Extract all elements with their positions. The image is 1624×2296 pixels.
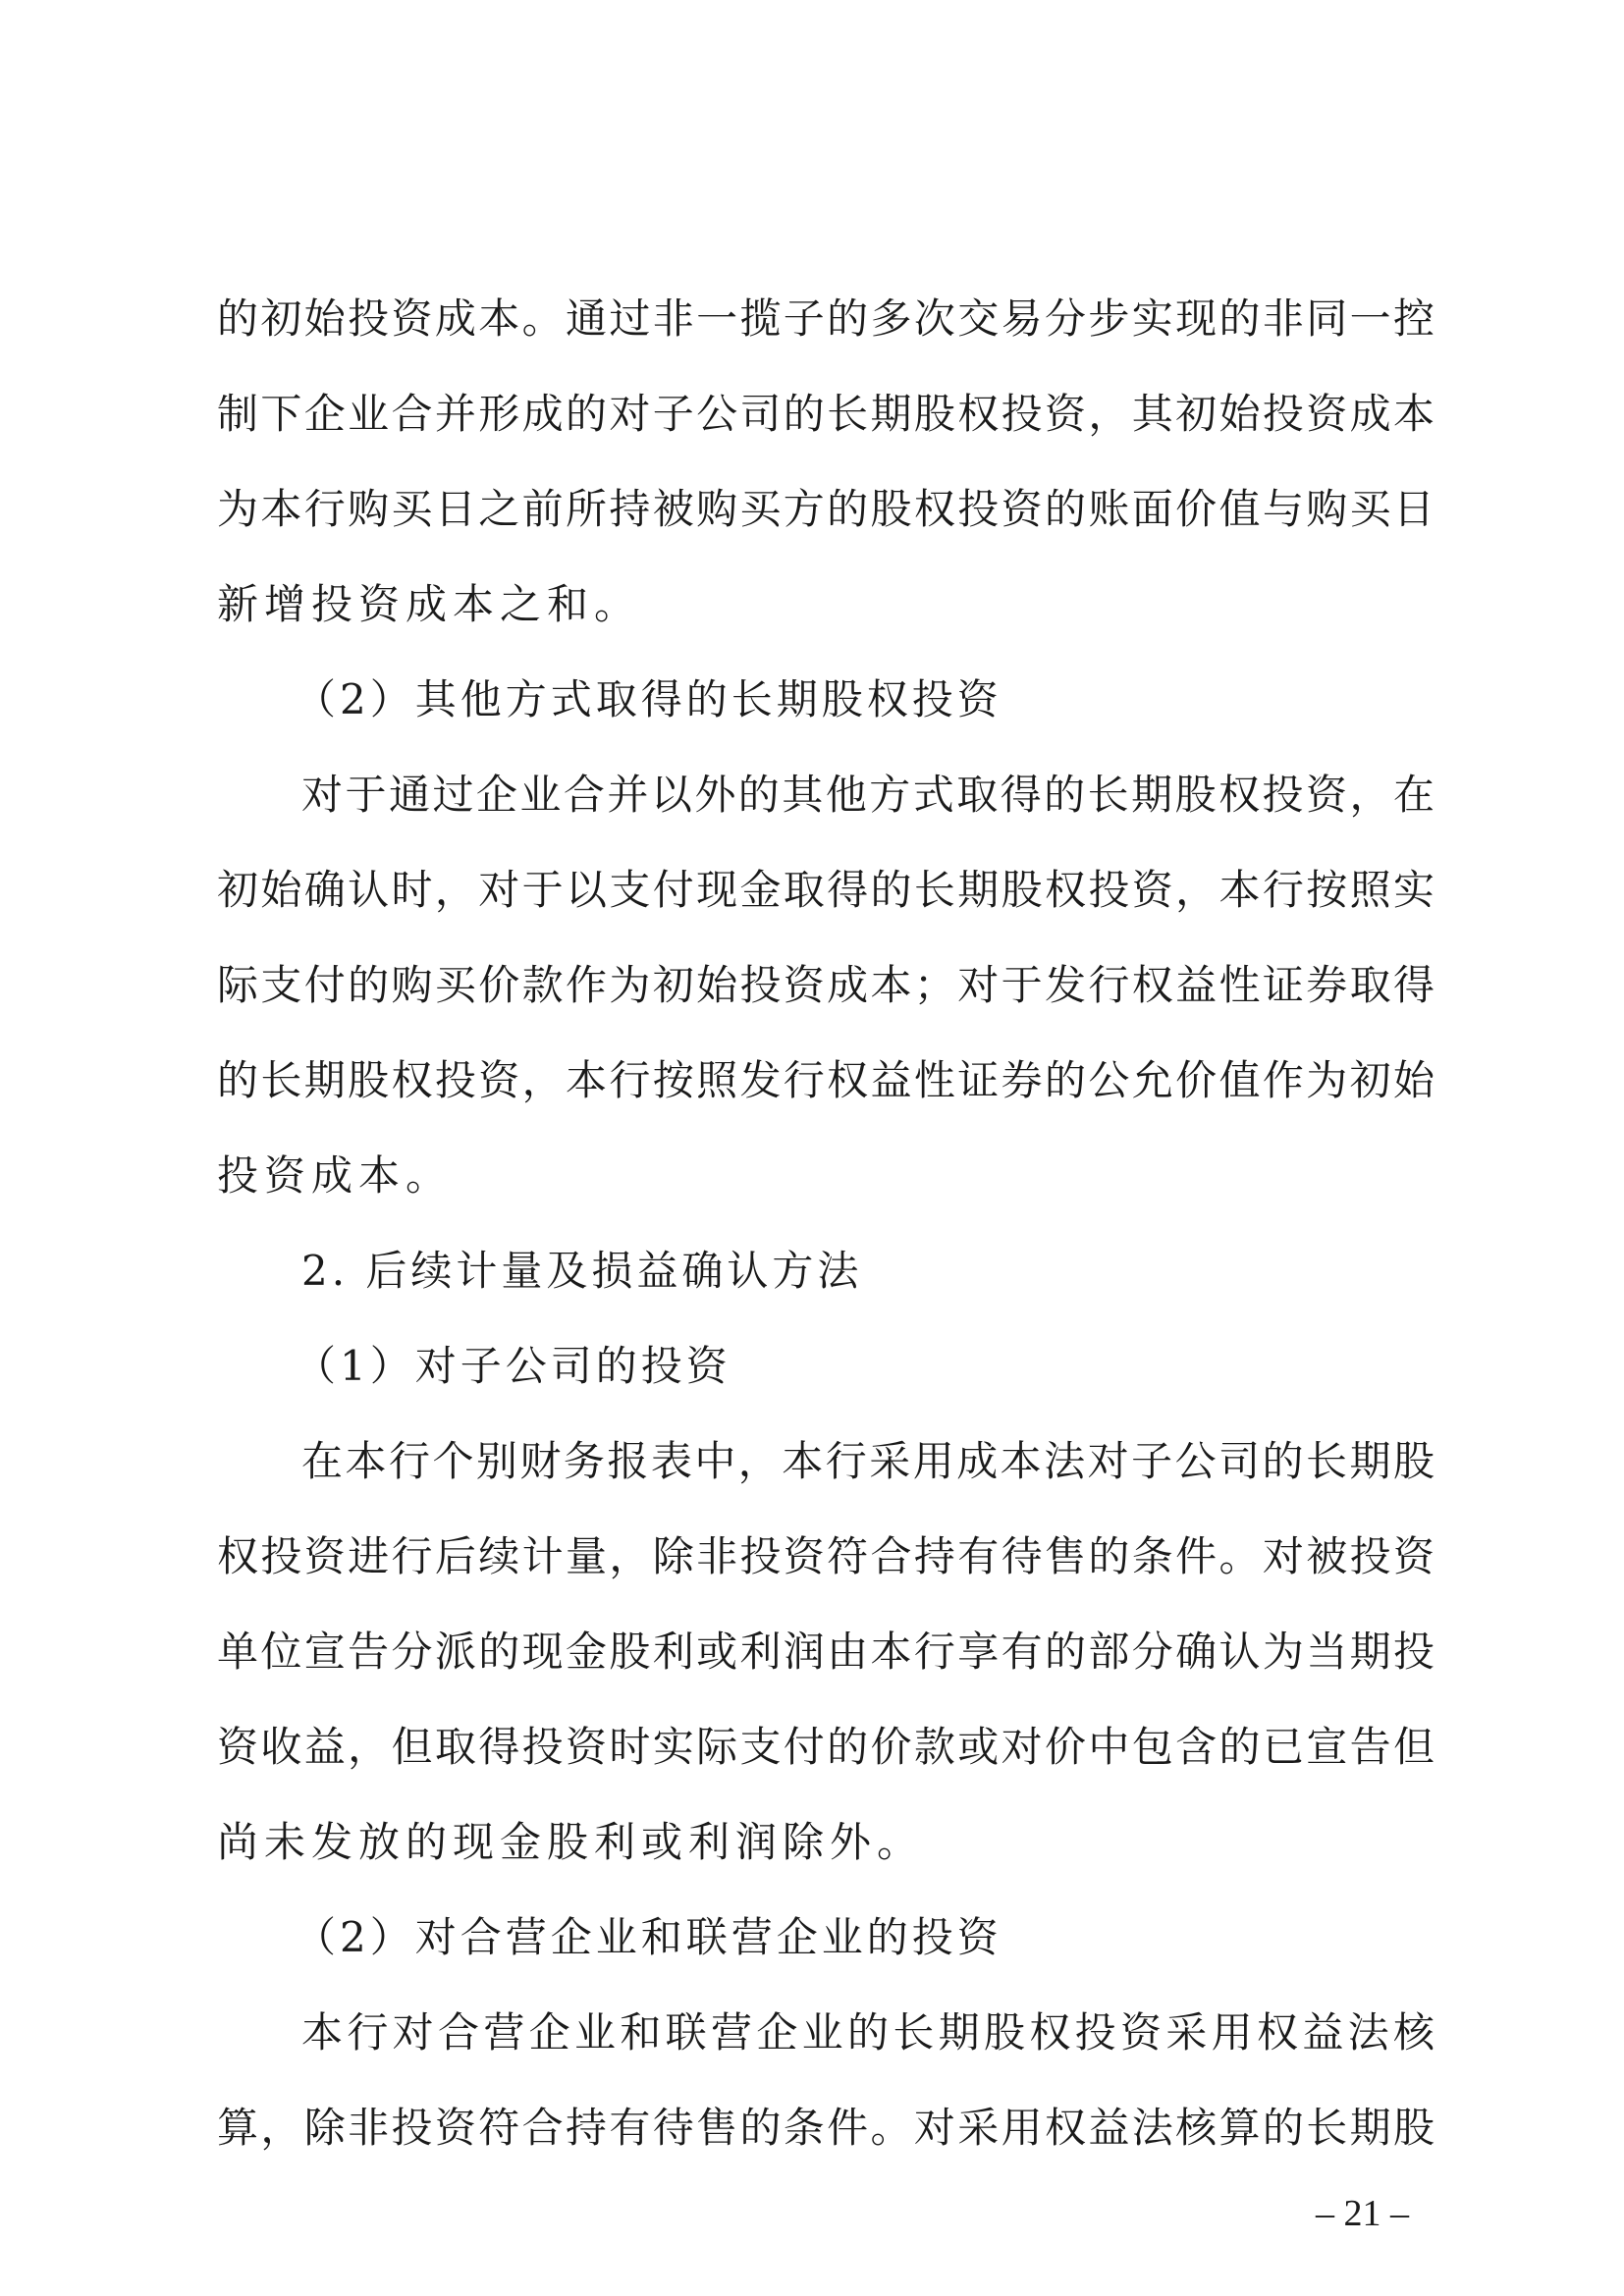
section-heading: （2）对合营企业和联营企业的投资 [295, 1913, 1002, 1961]
text-line: 尚未发放的现金股利或利润除外。 [217, 1818, 925, 1866]
text-line: 初始确认时，对于以支付现金取得的长期股权投资，本行按照实 [217, 866, 1435, 914]
text-line: 本行对合营企业和联营企业的长期股权投资采用权益法核 [301, 2008, 1435, 2056]
text-line: 投资成本。 [217, 1151, 454, 1200]
text-line: 际支付的购买价款作为初始投资成本；对于发行权益性证券取得 [217, 961, 1435, 1009]
text-line: 在本行个别财务报表中，本行采用成本法对子公司的长期股 [301, 1437, 1435, 1485]
text-line: 单位宣告分派的现金股利或利润由本行享有的部分确认为当期投 [217, 1628, 1435, 1676]
text-line: 为本行购买日之前所持被购买方的股权投资的账面价值与购买日 [217, 485, 1435, 533]
section-heading: （2）其他方式取得的长期股权投资 [295, 675, 1002, 723]
text-line: 新增投资成本之和。 [217, 580, 642, 628]
text-line: 权投资进行后续计量，除非投资符合持有待售的条件。对被投资 [217, 1532, 1435, 1580]
text-line: 制下企业合并形成的对子公司的长期股权投资，其初始投资成本 [217, 390, 1435, 438]
text-line: 资收益，但取得投资时实际支付的价款或对价中包含的已宣告但 [217, 1723, 1435, 1771]
page-number: – 21 – [1316, 2193, 1409, 2234]
text-line: 对于通过企业合并以外的其他方式取得的长期股权投资，在 [301, 771, 1435, 819]
text-line: 的长期股权投资，本行按照发行权益性证券的公允价值作为初始 [217, 1056, 1435, 1104]
section-heading: 2. 后续计量及损益确认方法 [301, 1247, 863, 1295]
text-line: 的初始投资成本。通过非一揽子的多次交易分步实现的非同一控 [217, 294, 1435, 343]
section-heading: （1）对子公司的投资 [295, 1342, 731, 1390]
text-line: 算，除非投资符合持有待售的条件。对采用权益法核算的长期股 [217, 2104, 1435, 2152]
